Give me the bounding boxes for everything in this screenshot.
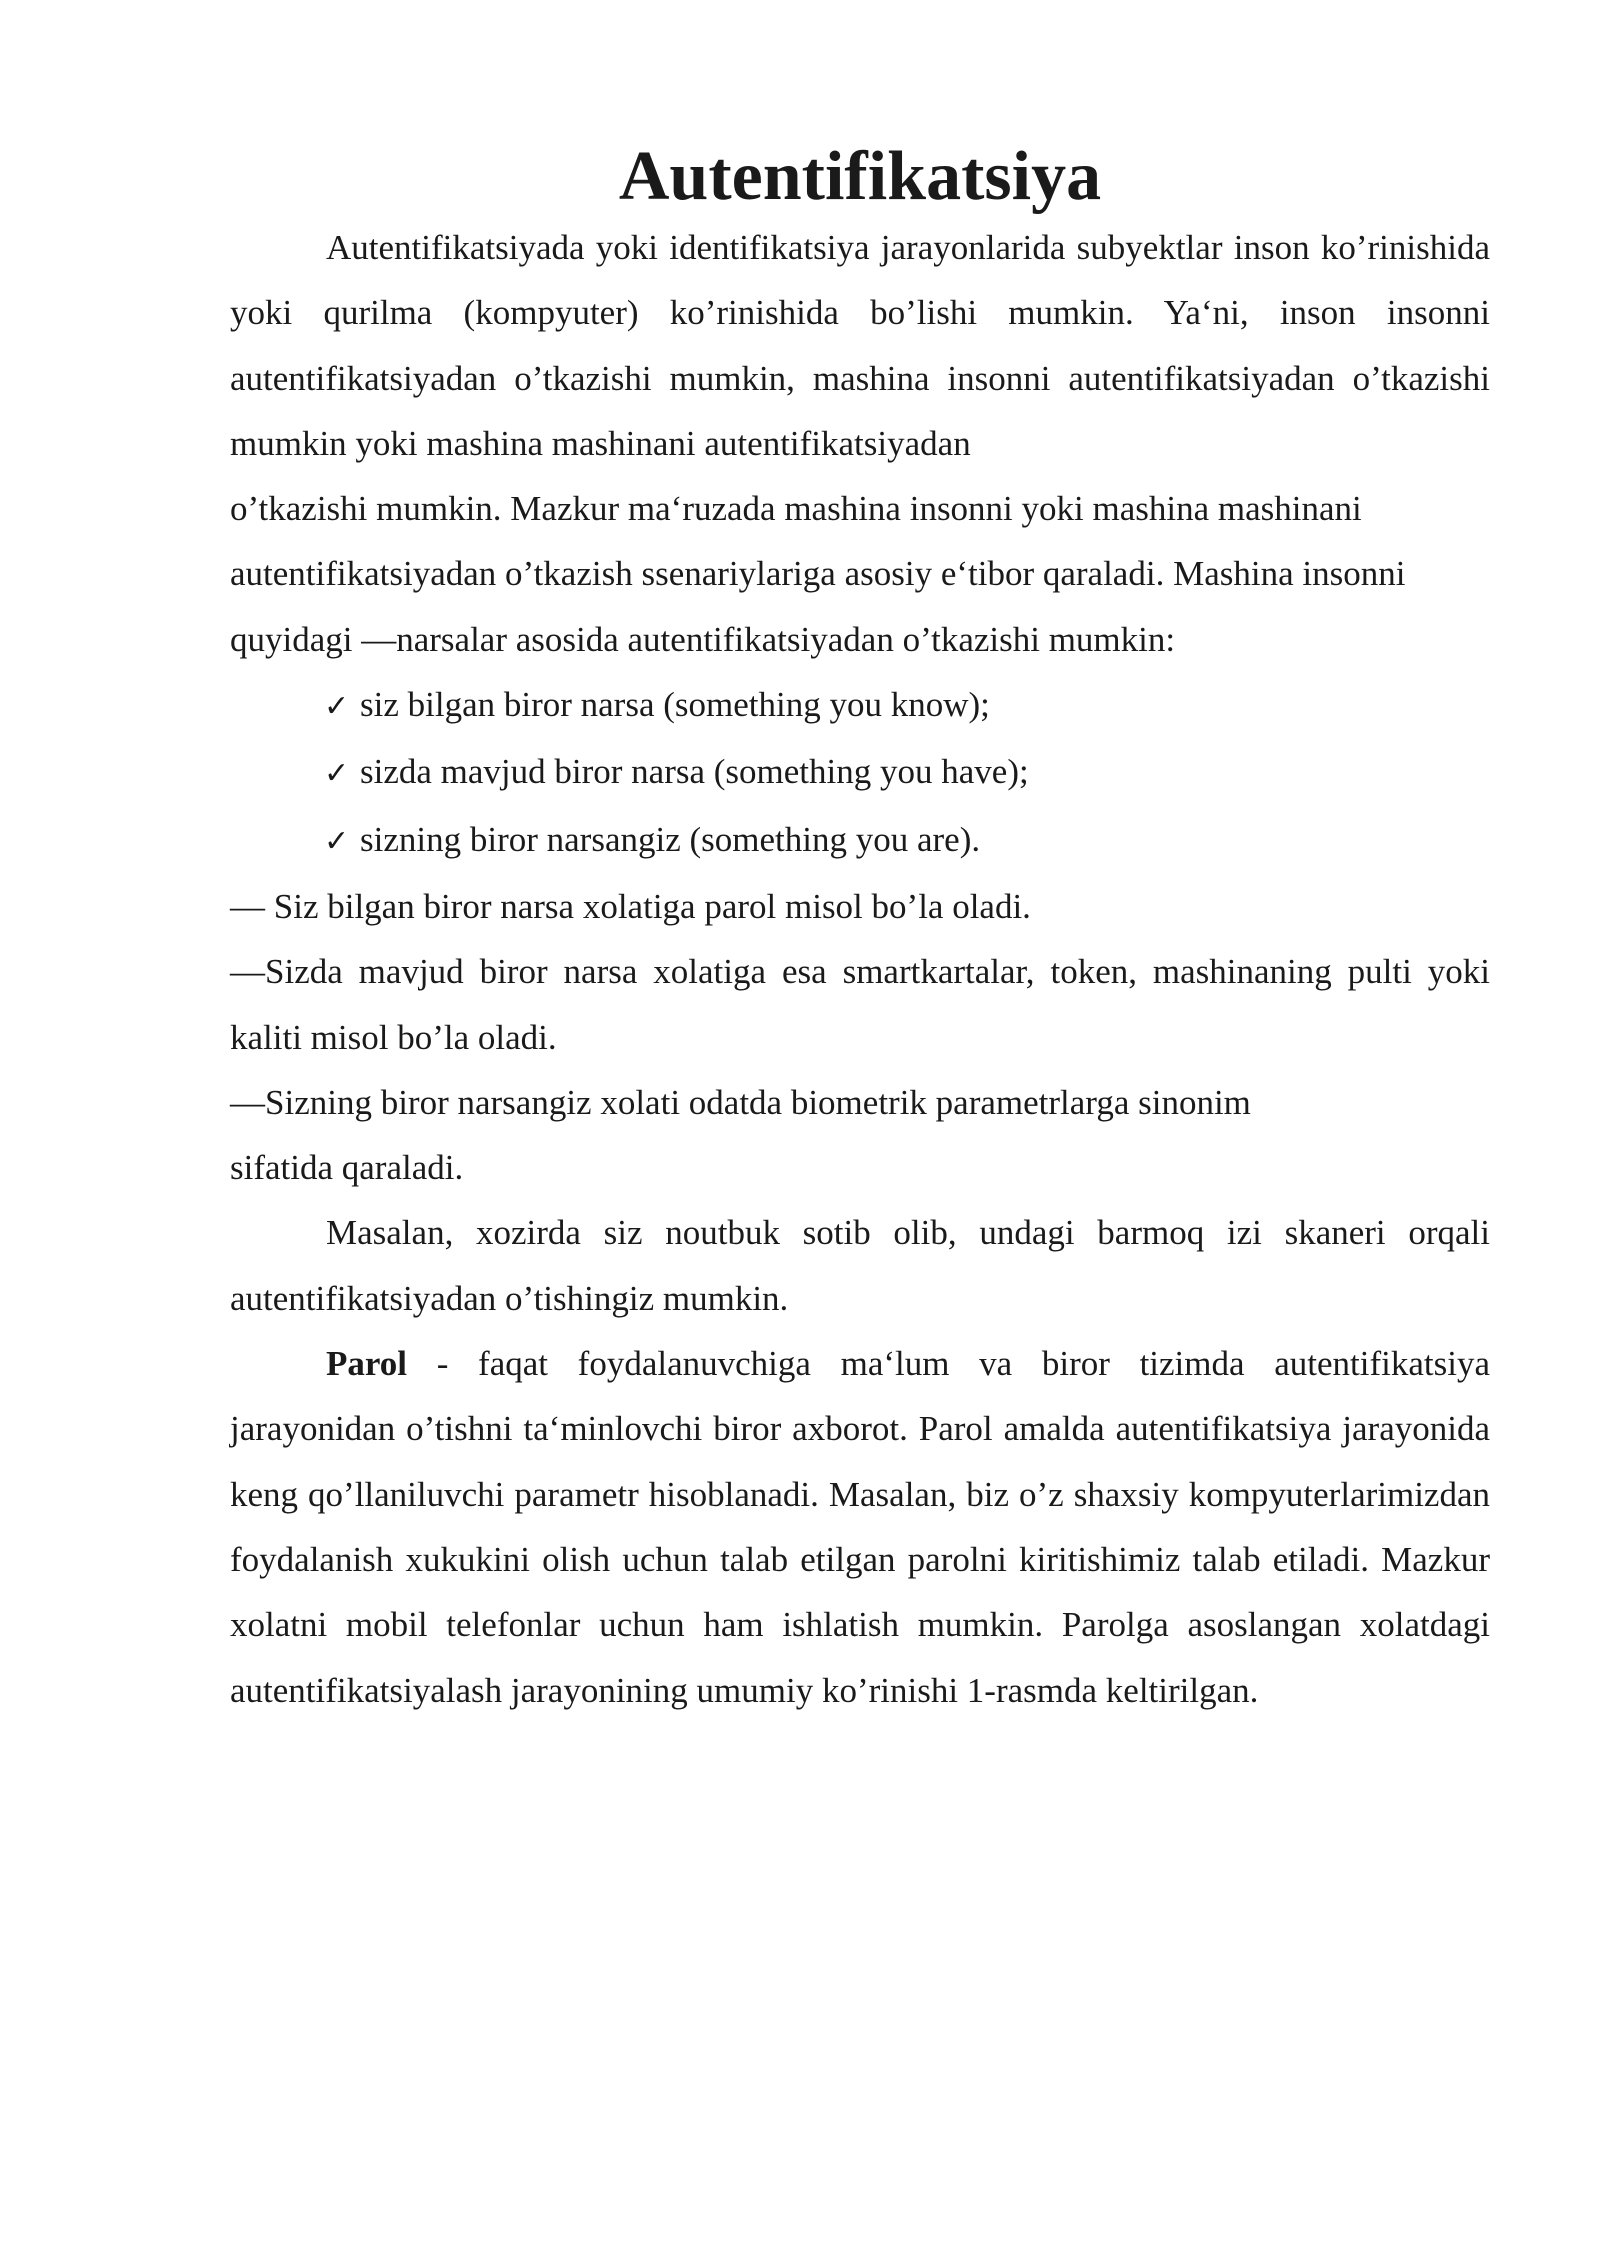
dash-item-inherence	[230, 1070, 1490, 1201]
text-line: autentifikatsiyadan o’tkazish ssenariylariga asosiy e‘tibor qaraladi. Mashina insonni	[230, 554, 1406, 594]
intro-paragraph-continuation	[230, 476, 1490, 672]
text-line: —Sizning biror narsangiz xolati odatda biometrik parametrlarga sinonim	[230, 1082, 1251, 1122]
list-item-text: siz bilgan biror narsa (something you know);	[360, 685, 990, 725]
checkmark-icon: ✓	[324, 823, 350, 859]
document-body	[230, 138, 1490, 1723]
checkmark-icon: ✓	[324, 756, 350, 792]
page-title: Autentifikatsiya	[618, 138, 1102, 215]
example-paragraph: Masalan, xozirda siz noutbuk sotib olib, undagi barmoq izi skaneri orqali autentifikatsiyadan o’tishingiz mumkin.	[230, 1213, 1490, 1318]
authentication-factors-list	[230, 672, 1490, 874]
list-item-text: sizning biror narsangiz (something you are).	[360, 819, 981, 859]
password-paragraph	[230, 1331, 1490, 1723]
text-line: o’tkazishi mumkin. Mazkur ma‘ruzada mashina insonni yoki mashina mashinani	[230, 489, 1362, 529]
checkmark-icon: ✓	[324, 689, 350, 725]
password-definition: - faqat foydalanuvchiga ma‘lum va biror tizimda autentifikatsiya jarayonidan o’tishni ta‘minlovchi biror axborot. Parol amalda autentifikatsiya jarayonida keng qo’llaniluvchi parametr hisoblanadi. Masalan, biz o’z shaxsiy kompyuterlarimizdan foydalanish xukukini olish uchun talab etilgan parolni kiritishimiz talab etiladi. Mazkur xolatni mobil telefonlar uchun ham ishlatish mumkin. Parolga asoslangan xolatdagi autentifikatsiyalash jarayonining umumiy ko’rinishi 1-rasmda keltirilgan.	[230, 1344, 1490, 1710]
list-item	[230, 672, 1490, 739]
password-term: Parol	[326, 1344, 408, 1384]
list-item	[230, 807, 1490, 874]
list-item-text: sizda mavjud biror narsa (something you have);	[360, 752, 1029, 792]
list-item	[230, 739, 1490, 806]
dash-item-knowledge: — Siz bilgan biror narsa xolatiga parol misol bo’la oladi.	[230, 886, 1031, 926]
text-line: sifatida qaraladi.	[230, 1148, 464, 1188]
text-line: quyidagi —narsalar asosida autentifikatsiyadan o’tkazishi mumkin:	[230, 619, 1176, 659]
dash-item-possession: —Sizda mavjud biror narsa xolatiga esa smartkartalar, token, mashinaning pulti yoki kaliti misol bo’la oladi.	[230, 952, 1490, 1057]
intro-paragraph: Autentifikatsiyada yoki identifikatsiya jarayonlarida subyektlar inson ko’rinishida yoki qurilma (kompyuter) ko’rinishida bo’lishi mumkin. Ya‘ni, inson insonni autentifikatsiyadan o’tkazishi mumkin, mashina insonni autentifikatsiyadan o’tkazishi mumkin yoki mashina mashinani autentifikatsiyadan	[230, 228, 1490, 463]
